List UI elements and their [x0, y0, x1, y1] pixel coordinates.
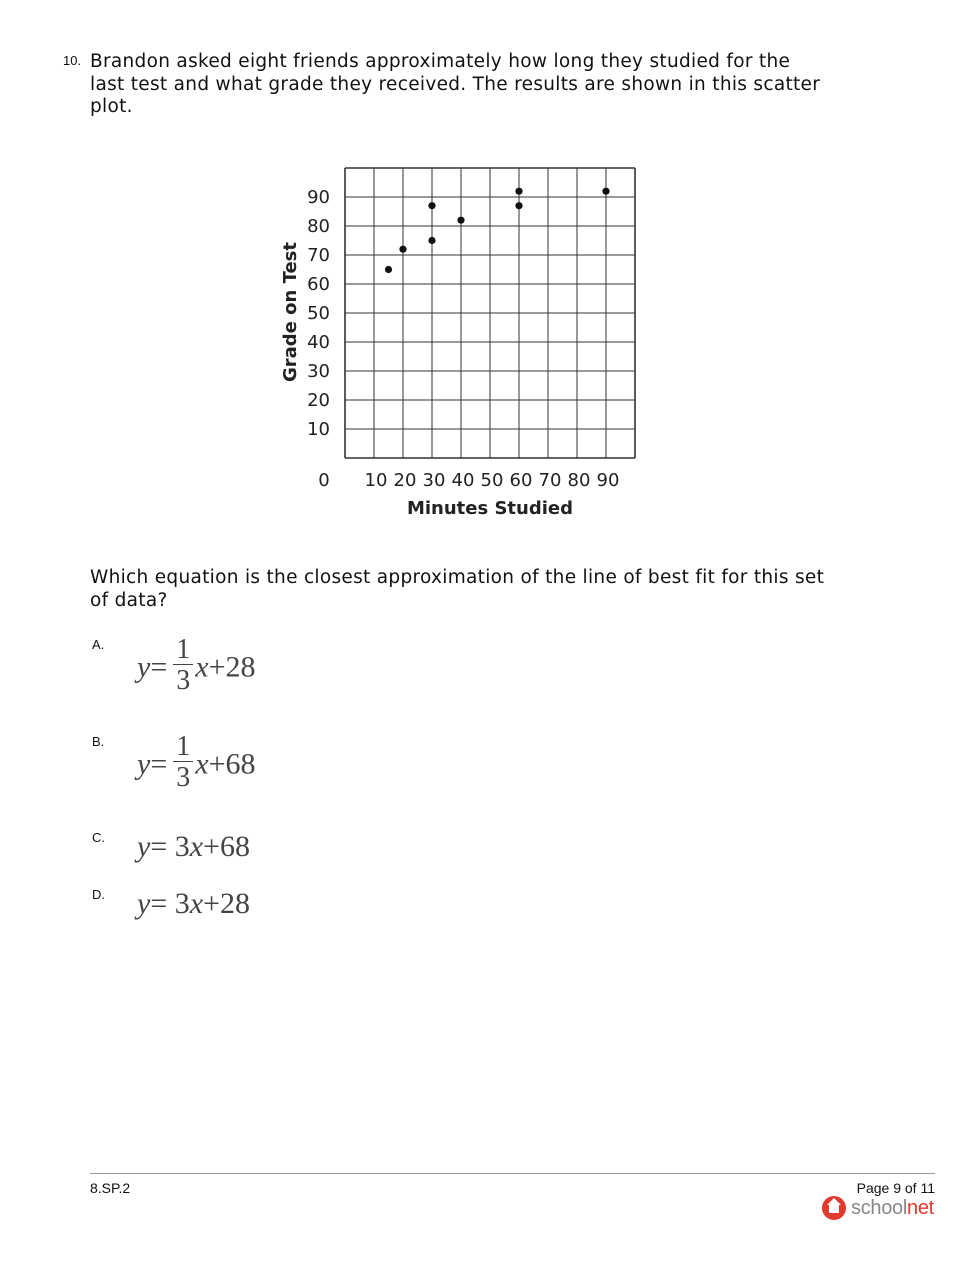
option-c-equation[interactable]: y= 3x+68 [137, 830, 250, 863]
option-d-letter: D. [92, 887, 105, 902]
footer-divider [90, 1173, 935, 1174]
data-point [428, 202, 435, 209]
y-tick-label: 90 [307, 187, 330, 208]
y-tick-label: 60 [307, 274, 330, 295]
question-text: Brandon asked eight friends approximately how long they studied for the last test and what grade they received. The results are shown in this scatter plot. [90, 51, 821, 117]
data-point [602, 188, 609, 195]
option-a-equation[interactable]: y= $\frac{1}{3}$ x+28 [137, 634, 256, 696]
x-tick-label: 20 [393, 470, 417, 491]
x-tick-labels [365, 470, 620, 491]
y-tick-label: 80 [307, 216, 330, 237]
x-axis-label: Minutes Studied [406, 498, 574, 519]
x-tick-label: 70 [538, 470, 562, 491]
x-tick-label: 50 [480, 470, 504, 491]
house-icon [822, 1196, 846, 1220]
page-number: Page 9 of 11 [856, 1180, 935, 1196]
y-tick-label: 20 [307, 390, 330, 411]
option-a-letter: A. [92, 637, 105, 652]
logo-text-net: net [907, 1196, 934, 1219]
x-tick-label: 10 [364, 470, 388, 491]
option-d-equation[interactable]: y= 3x+28 [137, 887, 250, 920]
y-tick-labels [307, 187, 330, 440]
origin-label: 0 [318, 470, 330, 491]
standard-code: 8.SP.2 [90, 1180, 131, 1196]
x-tick-label: 40 [451, 470, 475, 491]
data-point [428, 237, 435, 244]
scatter-plot [260, 150, 660, 530]
x-tick-label: 60 [509, 470, 533, 491]
data-point [399, 246, 406, 253]
x-tick-label: 90 [596, 470, 620, 491]
option-b-equation[interactable]: y= $\frac{1}{3}$ x+68 [137, 731, 256, 793]
question-prompt: Which equation is the closest approximation of the line of best fit for this set of data? [90, 567, 825, 611]
x-tick-label: 80 [567, 470, 591, 491]
y-tick-label: 70 [307, 245, 330, 266]
y-axis-label: Grade on Test [280, 241, 301, 383]
data-points [385, 188, 610, 274]
y-tick-label: 40 [307, 332, 330, 353]
y-tick-label: 10 [307, 419, 330, 440]
data-point [457, 217, 464, 224]
data-point [515, 202, 522, 209]
question-number: 10. [63, 53, 82, 68]
chart-grid [345, 168, 635, 458]
x-tick-label: 30 [422, 470, 446, 491]
data-point [515, 188, 522, 195]
option-c-letter: C. [92, 830, 105, 845]
option-b-letter: B. [92, 734, 105, 749]
y-tick-label: 30 [307, 361, 330, 382]
data-point [385, 266, 392, 273]
y-tick-label: 50 [307, 303, 330, 324]
schoolnet-logo [822, 1196, 934, 1220]
logo-text-school: school [851, 1196, 908, 1219]
